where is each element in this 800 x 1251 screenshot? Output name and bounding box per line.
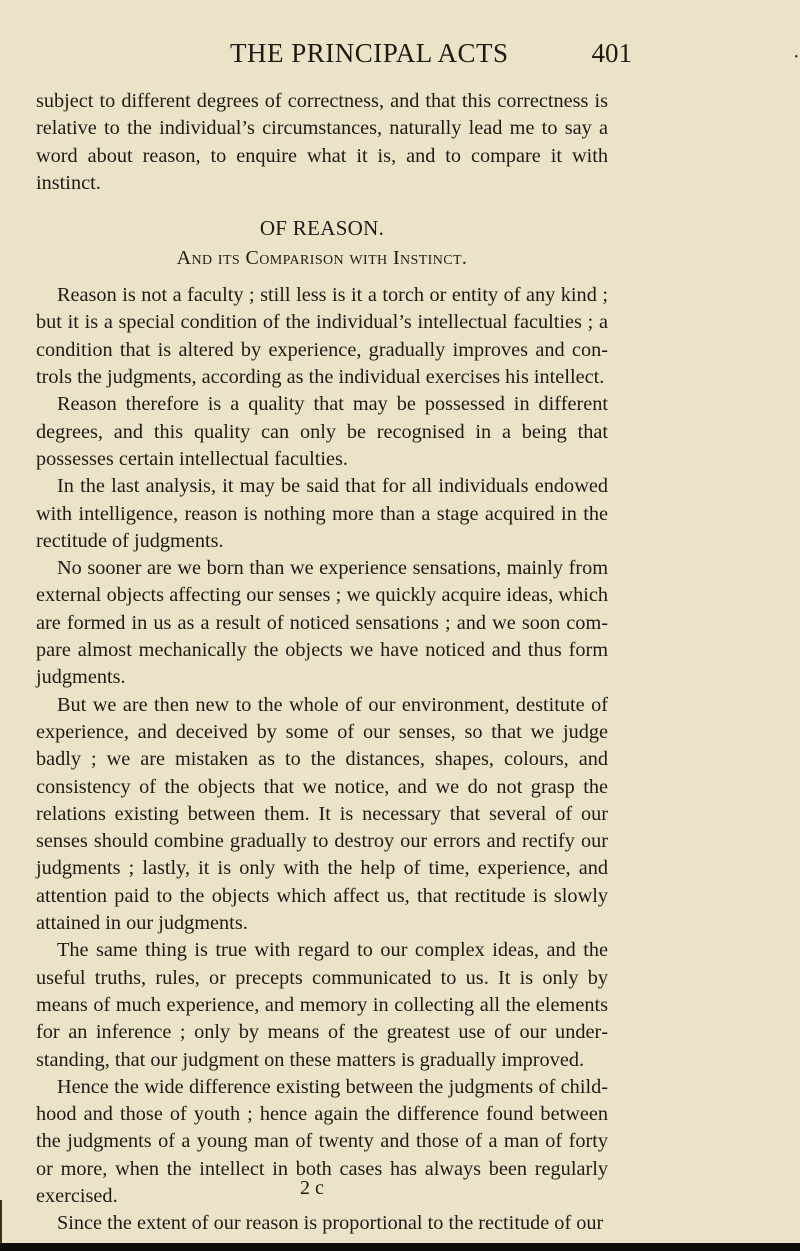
paragraph: But we are then new to the whole of our environment, destitute of experience, and deceived by some of our senses, so that we judge badly ; we are mistaken as to the distances, shapes, colours, and consistency of the objects that we notice, and we do not grasp the relations existing between them. It is necessary that several of our senses should combine gradually to destroy our errors and rectify our judgments ; lastly, it is only with the help of time, experience, and attention paid to the objects which affect us, that rectitude is slowly attained in our judgments. (36, 693, 608, 935)
running-title: THE PRINCIPAL ACTS (230, 38, 509, 68)
paragraph: Reason therefore is a quality that may be possessed in different degrees, and this quality can only be recognised in a being that possesses certain intellectual faculties. (36, 393, 608, 470)
section-heading: OF REASON. (259, 216, 385, 241)
body-text (36, 88, 608, 1238)
paragraph: In the last analysis, it may be said that for all individuals endowed with intelligence, reason is nothing more than a stage acquired in the rectitude of judgments. (36, 475, 608, 552)
paragraph: The same thing is true with regard to our complex ideas, and the useful truths, rules, or precepts communicated to us. It is only by means of much experience, and memory in collecting all the elements for an inference ; only by means of the greatest use of our understanding, that our judgment on these matters is gradually improved. (36, 939, 608, 1071)
page-number: 401 (591, 38, 632, 68)
intro-paragraph: subject to different degrees of correctness, and that this correctness is relative to the individual’s circumstances, naturally lead me to say a word about reason, to enquire what it is, and to compare it with instinct. (36, 90, 608, 194)
paragraph: No sooner are we born than we experience sensations, mainly from external objects affecting our senses ; we quickly acquire ideas, which are formed in us as a result of noticed sensations ; and we soon compare almost mechanically the objects we have noticed and thus form judgments. (36, 557, 608, 689)
signature-mark: 2 c (300, 1177, 324, 1199)
paragraph: Hence the wide difference existing between the judgments of childhood and those of youth ; hence again the difference found between the judgments of a young man of twenty and those of a man of forty or more, when the intellect in both cases has always been regularly exercised. (36, 1075, 608, 1207)
page-bottom-edge (0, 1243, 800, 1251)
corner-mark: • (794, 52, 798, 63)
page-header (0, 38, 800, 78)
page-edge-shadow (0, 1200, 2, 1245)
paragraph: Reason is not a faculty ; still less is it a torch or entity of any kind ; but it is a special condition of the individual’s intellectual faculties ; a condition that is altered by experience, gradually improves and controls the judgments, according as the individual exercises his intellect. (36, 284, 608, 389)
section-subheading: And its Comparison with Instinct. (176, 247, 468, 270)
paragraph: Since the extent of our reason is proportional to the rectitude of our (57, 1212, 604, 1235)
